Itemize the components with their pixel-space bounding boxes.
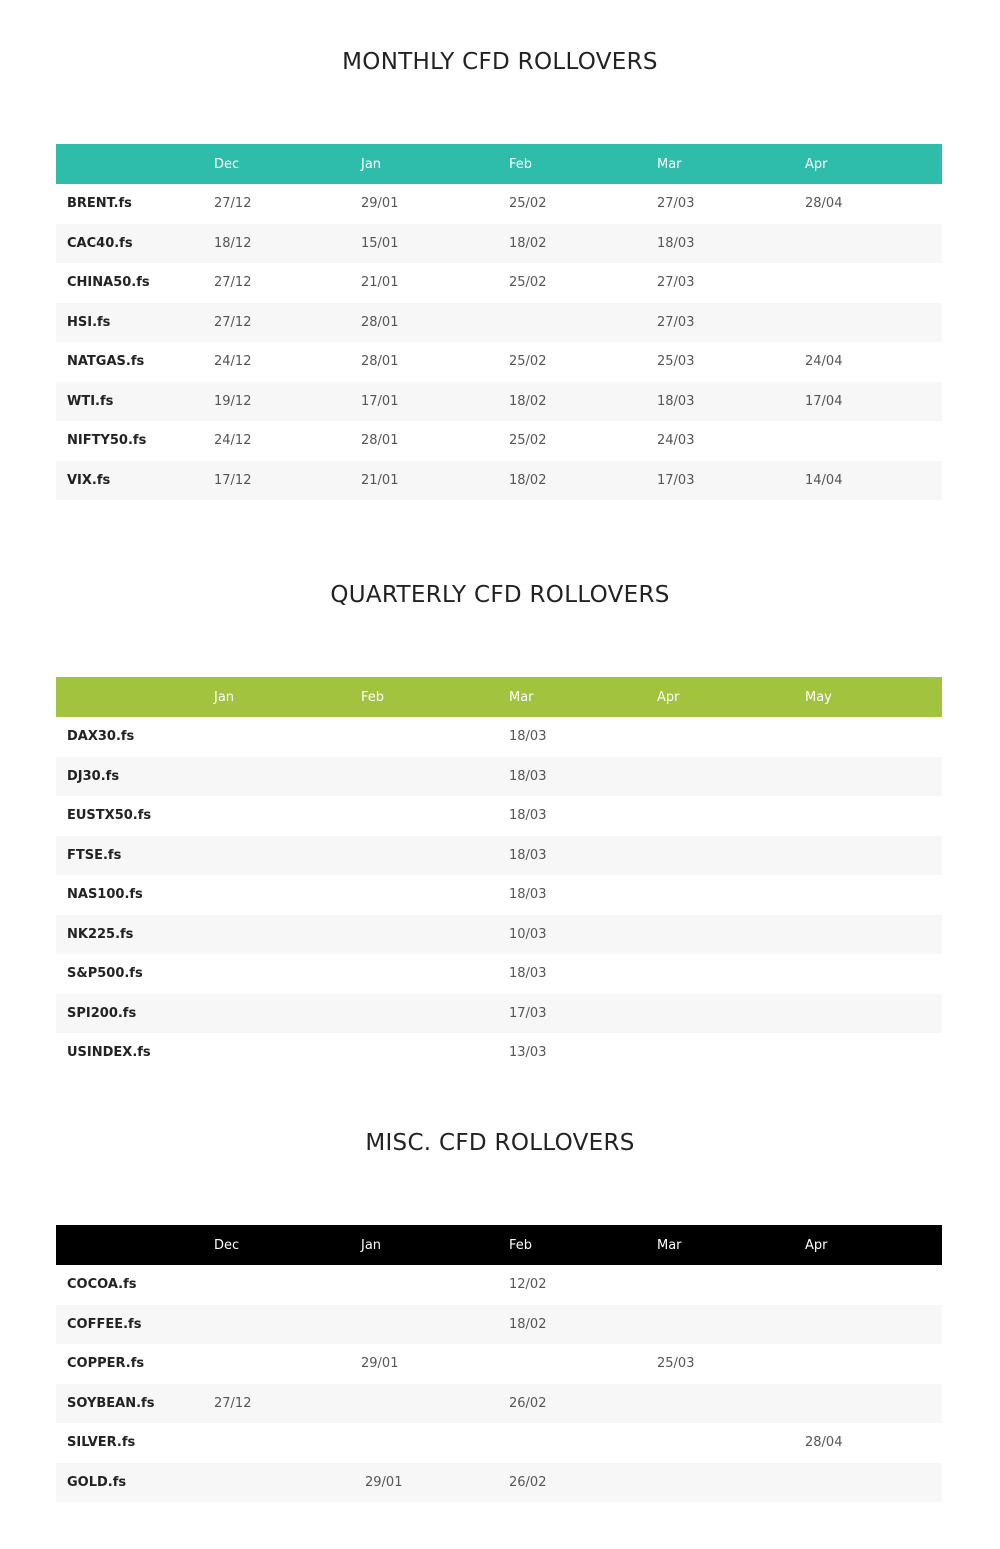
rollover-date-cell: [646, 875, 794, 915]
rollover-date-cell: [794, 303, 942, 343]
rollover-date-cell: 29/01: [350, 1463, 498, 1503]
rollover-date-cell: 25/02: [509, 275, 547, 291]
table-row: [56, 382, 942, 422]
rollover-date-cell: [794, 994, 942, 1034]
symbol-cell: FTSE.fs: [56, 836, 203, 876]
rollover-date-cell: 18/03: [509, 966, 547, 982]
misc-title: MISC. CFD ROLLOVERS: [365, 1130, 635, 1156]
symbol-cell: VIX.fs: [56, 461, 203, 501]
rollover-date-cell: [203, 994, 350, 1034]
symbol-cell: HSI.fs: [56, 303, 203, 343]
rollover-date-cell: [794, 954, 942, 994]
rollover-date-cell: [350, 1423, 498, 1463]
rollover-date-cell: [646, 994, 794, 1034]
rollover-date-cell: [794, 224, 942, 264]
table-row: [56, 836, 942, 876]
rollover-date-cell: [350, 717, 498, 757]
rollover-date-cell: 17/03: [498, 994, 646, 1034]
rollover-date-cell: [794, 1463, 942, 1503]
symbol-cell: DJ30.fs: [56, 757, 203, 797]
rollover-date-cell: [203, 1305, 350, 1345]
symbol-cell: SILVER.fs: [67, 1435, 136, 1451]
symbol-cell: SOYBEAN.fs: [56, 1384, 203, 1424]
rollover-date-cell: 15/01: [350, 224, 498, 264]
rollover-date-cell: 18/03: [498, 757, 646, 797]
rollover-date-cell: [350, 757, 498, 797]
rollover-date-cell: 14/04: [794, 461, 942, 501]
rollover-date-cell: 27/12: [203, 303, 350, 343]
rollover-date-cell: [646, 836, 794, 876]
rollover-date-cell: [646, 1265, 794, 1305]
rollover-date-cell: 28/04: [805, 1435, 843, 1451]
rollover-date-cell: [203, 1344, 350, 1384]
rollover-date-cell: [646, 796, 794, 836]
table-row: [56, 421, 942, 461]
quarterly-header-row: [56, 677, 942, 717]
rollover-date-cell: 27/12: [214, 275, 252, 291]
rollover-date-cell: [646, 1384, 794, 1424]
month-column-header: Apr: [794, 144, 942, 184]
symbol-cell: NATGAS.fs: [67, 354, 145, 370]
rollover-date-cell: [794, 836, 942, 876]
rollover-date-cell: [350, 954, 498, 994]
table-row: [56, 1423, 942, 1463]
month-column-header: Mar: [646, 1225, 794, 1265]
rollover-date-cell: 28/04: [805, 196, 843, 212]
symbol-column-header: [56, 1225, 203, 1265]
rollover-date-cell: [794, 875, 942, 915]
rollover-date-cell: [646, 1305, 794, 1345]
rollover-date-cell: [498, 1344, 646, 1384]
symbol-cell: NAS100.fs: [67, 887, 143, 903]
rollover-date-cell: 18/02: [498, 461, 646, 501]
table-row: [56, 875, 942, 915]
rollover-date-cell: 26/02: [498, 1384, 646, 1424]
rollover-date-cell: [203, 836, 350, 876]
rollover-date-cell: 18/03: [498, 836, 646, 876]
rollover-date-cell: 27/03: [657, 275, 695, 291]
rollover-date-cell: 18/02: [498, 1305, 646, 1345]
month-column-header: Feb: [350, 677, 498, 717]
symbol-cell: CHINA50.fs: [67, 275, 150, 291]
monthly-header-row: [56, 144, 942, 184]
symbol-cell: WTI.fs: [56, 382, 203, 422]
rollover-date-cell: 28/01: [361, 433, 399, 449]
symbol-cell: COCOA.fs: [67, 1277, 137, 1293]
rollover-date-cell: 21/01: [361, 275, 399, 291]
table-row: [56, 303, 942, 343]
table-row: [56, 1033, 942, 1073]
month-column-header: Feb: [498, 1225, 646, 1265]
rollover-date-cell: 18/03: [509, 887, 547, 903]
rollover-date-cell: 25/02: [509, 354, 547, 370]
table-row: [56, 1265, 942, 1305]
rollover-date-cell: [203, 1423, 350, 1463]
rollover-date-cell: [794, 1265, 942, 1305]
rollover-date-cell: [350, 875, 498, 915]
rollover-date-cell: 18/03: [509, 729, 547, 745]
month-column-header: Dec: [203, 1225, 350, 1265]
rollover-date-cell: 27/12: [214, 196, 252, 212]
symbol-column-header: [56, 144, 203, 184]
rollover-date-cell: 21/01: [350, 461, 498, 501]
table-row: [56, 796, 942, 836]
month-column-header: Mar: [646, 144, 794, 184]
rollover-date-cell: 29/01: [361, 1356, 399, 1372]
misc-rollover-table: [56, 1225, 942, 1502]
quarterly-title: QUARTERLY CFD ROLLOVERS: [330, 582, 670, 608]
rollover-date-cell: [794, 421, 942, 461]
rollover-date-cell: 24/12: [214, 433, 252, 449]
symbol-cell: S&P500.fs: [67, 966, 143, 982]
rollover-date-cell: [646, 1463, 794, 1503]
rollover-date-cell: [646, 915, 794, 955]
table-row: [56, 717, 942, 757]
rollover-date-cell: [350, 836, 498, 876]
month-column-header: Jan: [350, 144, 498, 184]
rollover-date-cell: 25/03: [657, 354, 695, 370]
table-row: [56, 1305, 942, 1345]
rollover-date-cell: 28/01: [361, 354, 399, 370]
symbol-cell: BRENT.fs: [67, 196, 132, 212]
rollover-date-cell: [350, 1384, 498, 1424]
rollover-date-cell: 27/03: [646, 303, 794, 343]
month-column-header: Jan: [203, 677, 350, 717]
month-column-header: Mar: [498, 677, 646, 717]
rollover-date-cell: 18/02: [498, 382, 646, 422]
monthly-rollover-table: [56, 144, 942, 500]
rollover-date-cell: [350, 915, 498, 955]
rollover-date-cell: [350, 1305, 498, 1345]
monthly-title: MONTHLY CFD ROLLOVERS: [342, 49, 658, 75]
rollover-date-cell: 12/02: [509, 1277, 547, 1293]
rollover-date-cell: 17/01: [350, 382, 498, 422]
symbol-cell: USINDEX.fs: [67, 1045, 151, 1061]
symbol-cell: GOLD.fs: [56, 1463, 203, 1503]
rollover-date-cell: [203, 1463, 350, 1503]
rollover-date-cell: [350, 1265, 498, 1305]
rollover-date-cell: [203, 954, 350, 994]
table-row: [56, 1384, 942, 1424]
rollover-date-cell: [203, 1033, 350, 1073]
rollover-date-cell: [498, 1423, 646, 1463]
rollover-date-cell: 26/02: [498, 1463, 646, 1503]
rollover-date-cell: [646, 954, 794, 994]
rollover-date-cell: 18/12: [203, 224, 350, 264]
rollover-date-cell: [794, 1033, 942, 1073]
rollover-date-cell: 13/03: [509, 1045, 547, 1061]
rollover-date-cell: 29/01: [361, 196, 399, 212]
rollover-date-cell: 17/04: [794, 382, 942, 422]
rollover-date-cell: [646, 717, 794, 757]
rollover-date-cell: [794, 757, 942, 797]
symbol-cell: NK225.fs: [56, 915, 203, 955]
table-row: [56, 1344, 942, 1384]
rollover-date-cell: [203, 875, 350, 915]
month-column-header: Dec: [203, 144, 350, 184]
table-row: [56, 184, 942, 224]
rollover-date-cell: 28/01: [350, 303, 498, 343]
symbol-cell: DAX30.fs: [67, 729, 135, 745]
rollover-date-cell: [203, 757, 350, 797]
rollover-date-cell: 24/03: [657, 433, 695, 449]
table-row: [56, 263, 942, 303]
quarterly-rollover-table: [56, 677, 942, 1073]
month-column-header: Apr: [646, 677, 794, 717]
symbol-cell: SPI200.fs: [56, 994, 203, 1034]
symbol-column-header: [56, 677, 203, 717]
rollover-date-cell: [794, 915, 942, 955]
rollover-date-cell: 18/03: [646, 224, 794, 264]
symbol-cell: NIFTY50.fs: [67, 433, 147, 449]
rollover-date-cell: [203, 915, 350, 955]
rollover-date-cell: 25/02: [509, 433, 547, 449]
rollover-date-cell: 18/03: [646, 382, 794, 422]
rollover-date-cell: 17/12: [203, 461, 350, 501]
rollover-date-cell: [794, 796, 942, 836]
rollover-date-cell: 18/02: [498, 224, 646, 264]
symbol-cell: COPPER.fs: [67, 1356, 145, 1372]
table-row: [56, 461, 942, 501]
month-column-header: Apr: [794, 1225, 942, 1265]
rollover-date-cell: [794, 1384, 942, 1424]
month-column-header: Jan: [350, 1225, 498, 1265]
rollover-date-cell: 24/04: [805, 354, 843, 370]
rollover-date-cell: 10/03: [498, 915, 646, 955]
rollover-date-cell: 17/03: [646, 461, 794, 501]
rollover-date-cell: 27/03: [657, 196, 695, 212]
rollover-date-cell: [203, 796, 350, 836]
table-row: [56, 757, 942, 797]
rollover-date-cell: [350, 994, 498, 1034]
rollover-date-cell: 25/02: [509, 196, 547, 212]
rollover-date-cell: [794, 1305, 942, 1345]
symbol-cell: EUSTX50.fs: [67, 808, 152, 824]
rollover-date-cell: 24/12: [214, 354, 252, 370]
table-row: [56, 224, 942, 264]
month-column-header: Feb: [498, 144, 646, 184]
table-row: [56, 994, 942, 1034]
rollover-date-cell: [794, 263, 942, 303]
rollover-date-cell: [203, 717, 350, 757]
rollover-date-cell: 19/12: [203, 382, 350, 422]
rollover-date-cell: [350, 1033, 498, 1073]
table-row: [56, 1463, 942, 1503]
symbol-cell: CAC40.fs: [56, 224, 203, 264]
rollover-date-cell: [646, 757, 794, 797]
rollover-date-cell: [794, 717, 942, 757]
rollover-date-cell: 27/12: [203, 1384, 350, 1424]
symbol-cell: COFFEE.fs: [56, 1305, 203, 1345]
rollover-date-cell: [646, 1033, 794, 1073]
table-row: [56, 954, 942, 994]
rollover-date-cell: [203, 1265, 350, 1305]
misc-header-row: [56, 1225, 942, 1265]
rollover-date-cell: [794, 1344, 942, 1384]
table-row: [56, 915, 942, 955]
rollover-date-cell: [646, 1423, 794, 1463]
rollover-date-cell: [498, 303, 646, 343]
rollover-date-cell: [350, 796, 498, 836]
rollover-date-cell: 25/03: [657, 1356, 695, 1372]
rollover-date-cell: 18/03: [509, 808, 547, 824]
table-row: [56, 342, 942, 382]
month-column-header: May: [794, 677, 942, 717]
